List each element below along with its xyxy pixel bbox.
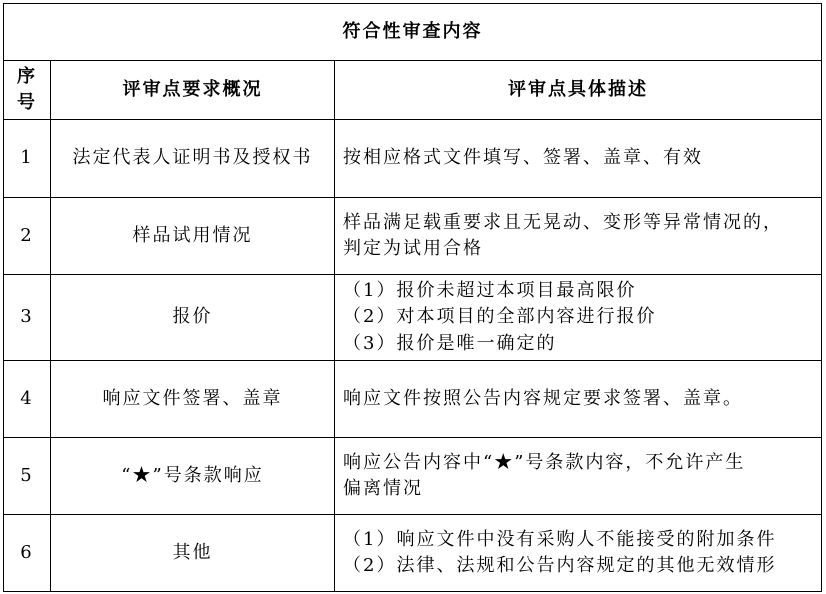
table-row: [4, 515, 822, 592]
description-line: 判定为试用合格: [343, 238, 483, 259]
header-row: [4, 61, 822, 120]
title-row: [4, 4, 822, 61]
header-seq-line2: 号: [17, 92, 37, 113]
table-row: [4, 120, 822, 198]
header-description: 评审点具体描述: [335, 61, 822, 120]
row-description: [335, 275, 822, 361]
row-seq: 3: [4, 275, 51, 361]
header-seq: [4, 61, 51, 120]
row-seq: 5: [4, 438, 51, 515]
description-line: （1）响应文件中没有采购人不能接受的附加条件: [343, 528, 777, 550]
row-description: [335, 438, 822, 515]
description-line: 偏离情况: [343, 478, 423, 499]
description-line: （1）报价未超过本项目最高限价: [343, 280, 637, 302]
table-row: [4, 198, 822, 275]
header-seq-line1: 序: [17, 65, 37, 87]
table-row: [4, 438, 822, 515]
row-requirement: “★”号条款响应: [51, 438, 335, 515]
description-line: 响应文件按照公告内容规定要求签署、盖章。: [343, 387, 743, 409]
description-line: 样品满足载重要求且无晃动、变形等异常情况的，: [343, 211, 783, 233]
row-requirement: 报价: [51, 275, 335, 361]
description-line: 按相应格式文件填写、签署、盖章、有效: [343, 147, 703, 169]
header-requirement: 评审点要求概况: [51, 61, 335, 120]
row-seq: 4: [4, 361, 51, 438]
description-line: （2）法律、法规和公告内容规定的其他无效情形: [343, 555, 777, 576]
compliance-review-table: [3, 3, 822, 592]
row-requirement: 其他: [51, 515, 335, 592]
row-seq: 1: [4, 120, 51, 198]
row-requirement: 响应文件签署、盖章: [51, 361, 335, 438]
table-row: [4, 361, 822, 438]
description-line: 响应公告内容中“★”号条款内容，不允许产生: [343, 451, 746, 473]
table-title: 符合性审查内容: [4, 4, 822, 61]
table-row: [4, 275, 822, 361]
row-description: [335, 198, 822, 275]
row-description: [335, 515, 822, 592]
row-seq: 2: [4, 198, 51, 275]
row-description: [335, 120, 822, 198]
row-description: [335, 361, 822, 438]
description-line: （2）对本项目的全部内容进行报价: [343, 306, 657, 328]
description-line: （3）报价是唯一确定的: [343, 332, 557, 354]
row-requirement: 法定代表人证明书及授权书: [51, 120, 335, 198]
row-requirement: 样品试用情况: [51, 198, 335, 275]
row-seq: 6: [4, 515, 51, 592]
